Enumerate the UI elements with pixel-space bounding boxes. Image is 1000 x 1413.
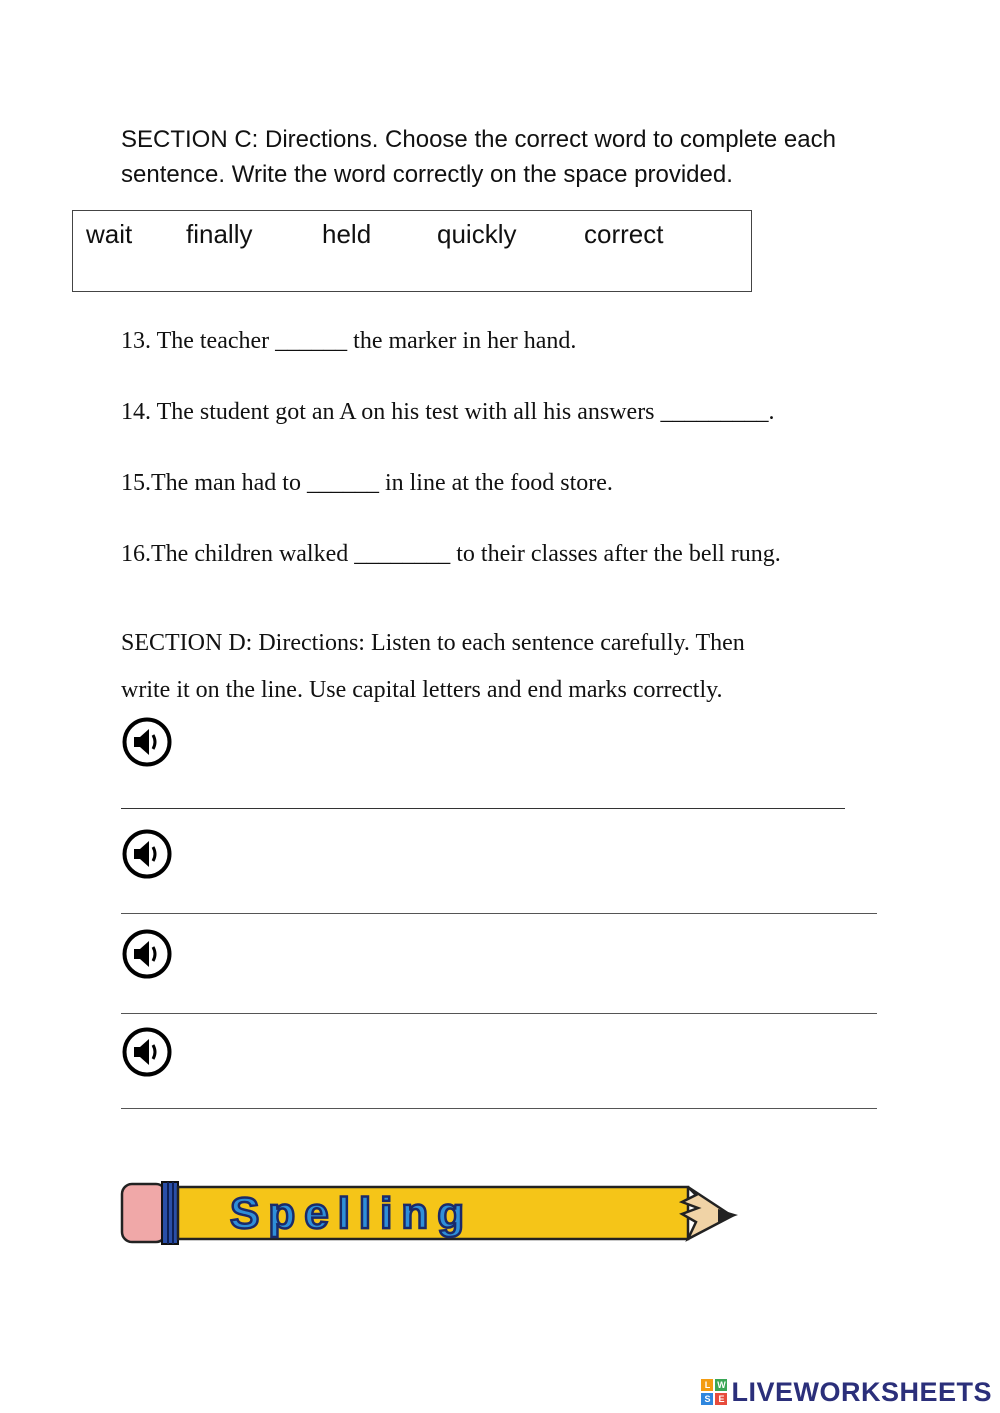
question-13: 13. The teacher ______ the marker in her hand. (121, 328, 577, 354)
banner-lettering: Spelling (230, 1189, 474, 1238)
answer-line[interactable] (121, 1108, 877, 1109)
pencil-lead (718, 1209, 738, 1222)
question-15: 15.The man had to ______ in line at the food store. (121, 470, 613, 496)
pencil-ferrule (162, 1182, 178, 1244)
word-bank-item: held (322, 219, 372, 249)
section-d-directions-line2: write it on the line. Use capital letters and end marks correctly. (121, 677, 723, 703)
answer-line[interactable] (121, 913, 877, 914)
brand-name: LIVEWORKSHEETS (731, 1376, 992, 1407)
pencil-eraser (122, 1184, 166, 1242)
speaker-icon[interactable] (122, 717, 172, 767)
speaker-icon[interactable] (122, 829, 172, 879)
answer-line[interactable] (121, 1013, 877, 1014)
liveworksheets-brand (701, 1376, 992, 1408)
spelling-pencil-banner (120, 1178, 740, 1250)
speaker-icon[interactable] (122, 929, 172, 979)
section-d-directions (121, 620, 881, 714)
question-16: 16.The children walked ________ to their classes after the bell rung. (121, 541, 781, 567)
answer-line[interactable] (121, 808, 845, 809)
section-d-directions-line1: SECTION D: Directions: Listen to each sentence carefully. Then (121, 630, 745, 656)
section-c-directions: SECTION C: Directions. Choose the correct word to complete each sentence. Write the word correctly on the space provided. (121, 126, 836, 188)
speaker-icon[interactable] (122, 1027, 172, 1077)
word-bank-item: wait (86, 219, 133, 249)
question-14: 14. The student got an A on his test with all his answers _________. (121, 399, 775, 425)
word-bank-item: quickly (437, 219, 517, 249)
brand-logo-icon: L W S E (701, 1379, 727, 1405)
word-bank (72, 210, 752, 292)
word-bank-item: correct (584, 219, 664, 249)
word-bank-item: finally (186, 219, 253, 249)
